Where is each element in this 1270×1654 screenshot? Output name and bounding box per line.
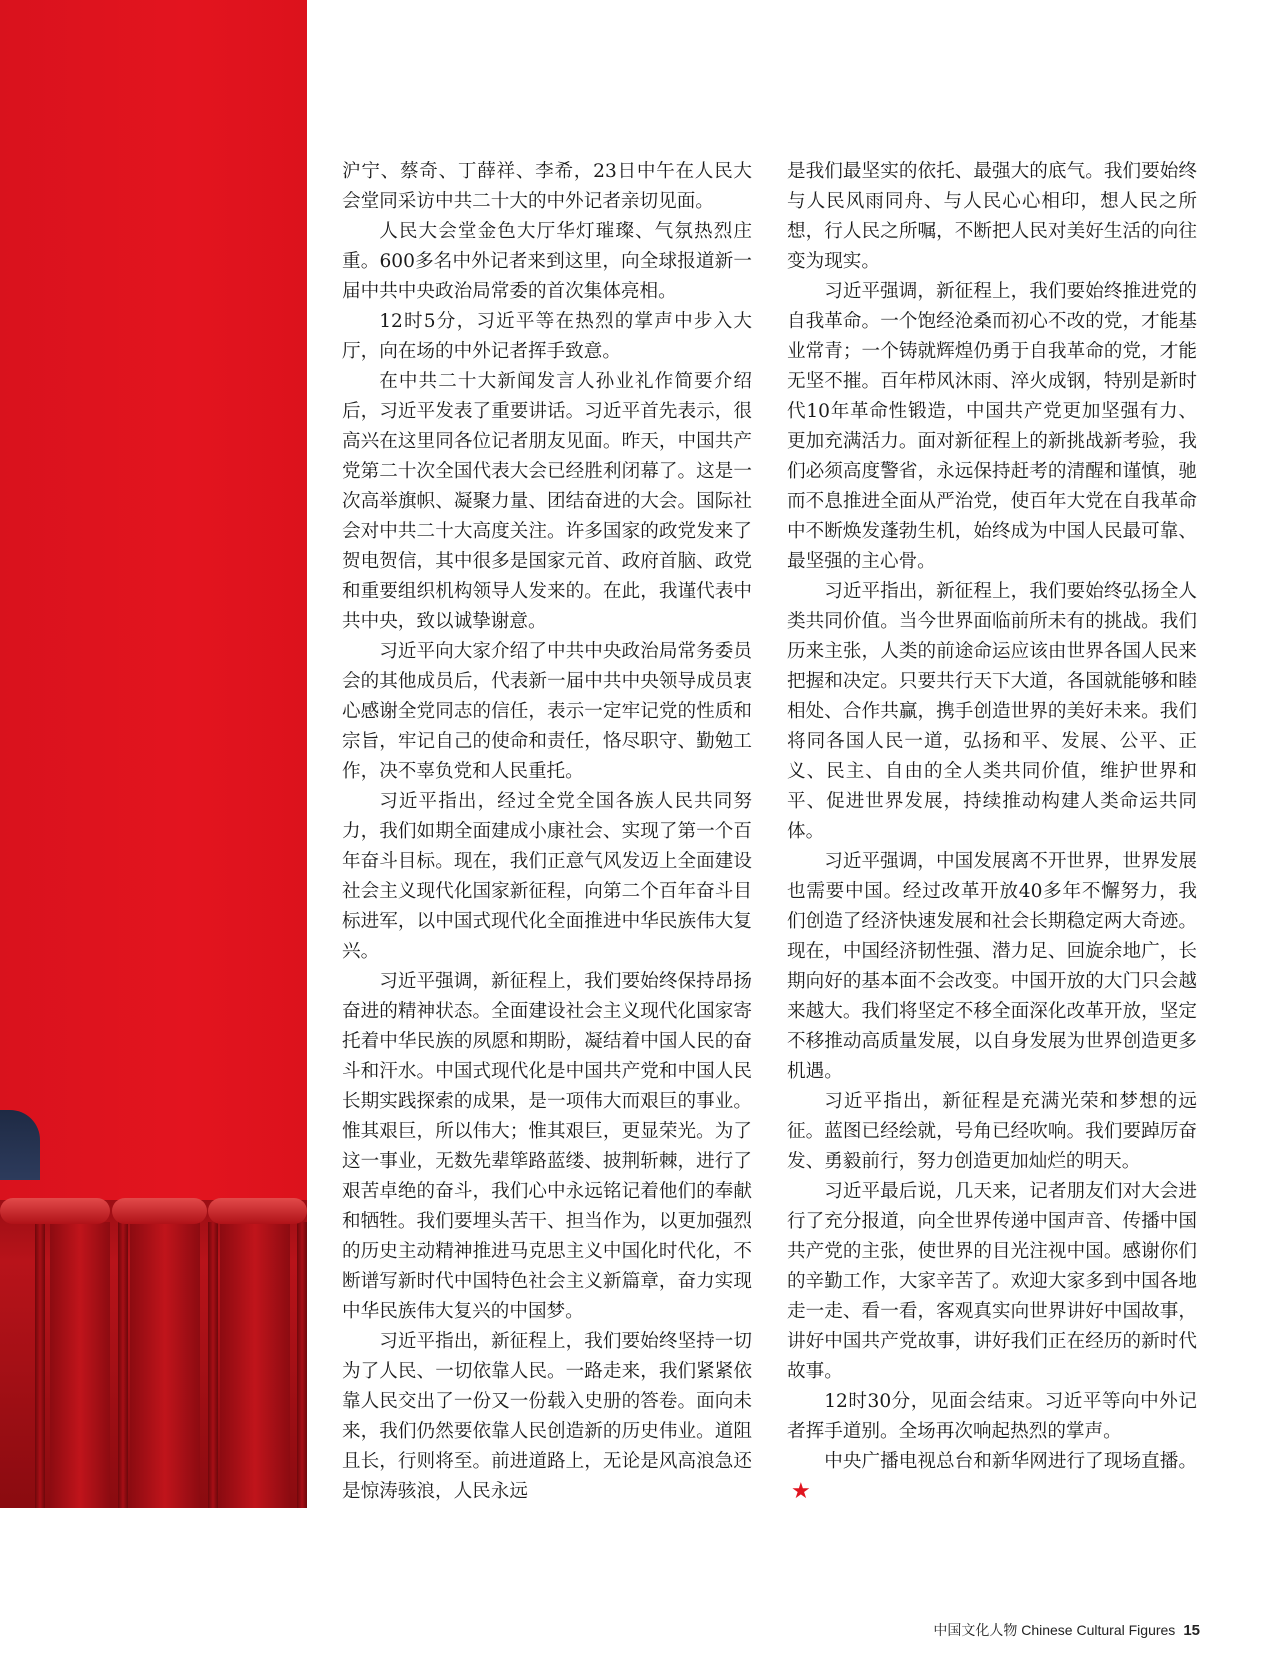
paragraph: 习近平向大家介绍了中共中央政治局常务委员会的其他成员后，代表新一届中共中央领导成员衷心感谢全党同志的信任，表示一定牢记党的性质和宗旨，牢记自己的使命和责任，恪尽职守、勤勉工作，决不辜负党和人民重托。 <box>342 641 752 782</box>
paragraph: 在中共二十大新闻发言人孙业礼作简要介绍后，习近平发表了重要讲话。习近平首先表示，很高兴在这里同各位记者朋友见面。昨天，中国共产党第二十次全国代表大会已经胜利闭幕了。这是一次高举旗帜、凝聚力量、团结奋进的大会。国际社会对中共二十大高度关注。许多国家的政党发来了贺电贺信，其中很多是国家元首、政府首脑、政党和重要组织机构领导人发来的。在此，我谨代表中共中央，致以诚挚谢意。 <box>342 371 752 632</box>
paragraph: 沪宁、蔡奇、丁薛祥、李希，23日中午在人民大会堂同采访中共二十大的中外记者亲切见面。 <box>342 161 752 212</box>
left-text-column <box>342 157 752 1507</box>
paragraph: 是我们最坚实的依托、最强大的底气。我们要始终与人民风雨同舟、与人民心心相印，想人民之所想，行人民之所嘱，不断把人民对美好生活的向往变为现实。 <box>787 161 1197 272</box>
paragraph: 12时30分，见面会结束。习近平等向中外记者挥手道别。全场再次响起热烈的掌声。 <box>787 1391 1197 1442</box>
paragraph: 习近平指出，新征程是充满光荣和梦想的远征。蓝图已经绘就，号角已经吹响。我们要踔厉奋发、勇毅前行，努力创造更加灿烂的明天。 <box>787 1091 1197 1172</box>
paragraph: 12时5分，习近平等在热烈的掌声中步入大厅，向在场的中外记者挥手致意。 <box>342 311 752 362</box>
railing-post <box>208 1222 218 1508</box>
railing-post <box>297 1222 307 1508</box>
paragraph: 习近平最后说，几天来，记者朋友们对大会进行了充分报道，向全世界传递中国声音、传播中国共产党的主张，使世界的目光注视中国。感谢你们的辛勤工作，大家辛苦了。欢迎大家多到中国各地走一走、看一看，客观真实向世界讲好中国故事，讲好中国共产党故事，讲好我们正在经历的新时代故事。 <box>787 1181 1197 1382</box>
railing-post <box>118 1222 128 1508</box>
end-star-icon: ★ <box>791 1479 811 1504</box>
paragraph: 习近平强调，新征程上，我们要始终推进党的自我革命。一个饱经沧桑而初心不改的党，才能基业常青；一个铸就辉煌仍勇于自我革命的党，才能无坚不摧。百年栉风沐雨、淬火成钢，特别是新时代10年革命性锻造，中国共产党更加坚强有力、更加充满活力。面对新征程上的新挑战新考验，我们必须高度警省，永远保持赶考的清醒和谨慎，驰而不息推进全面从严治党，使百年大党在自我革命中不断焕发蓬勃生机，始终成为中国人民最可靠、最坚强的主心骨。 <box>787 281 1197 572</box>
railing-panel <box>220 1222 290 1508</box>
railing-cap <box>0 1198 110 1224</box>
railing-post <box>35 1222 45 1508</box>
paragraph: 习近平指出，新征程上，我们要始终弘扬全人类共同价值。当今世界面临前所未有的挑战。我们历来主张，人类的前途命运应该由世界各国人民来把握和决定。只要共行天下大道，各国就能够和睦相处、合作共赢，携手创造世界的美好未来。我们将同各国人民一道，弘扬和平、发展、公平、正义、民主、自由的全人类共同价值，维护世界和平、促进世界发展，持续推动构建人类命运共同体。 <box>787 581 1197 842</box>
railing-panel <box>130 1222 200 1508</box>
page-footer <box>933 1620 1200 1640</box>
paragraph: 人民大会堂金色大厅华灯璀璨、气氛热烈庄重。600多名中外记者来到这里，向全球报道新一届中共中央政治局常委的首次集体亮相。 <box>342 221 752 302</box>
railing-cap <box>112 1198 207 1224</box>
paragraph: 习近平指出，新征程上，我们要始终坚持一切为了人民、一切依靠人民。一路走来，我们紧紧依靠人民交出了一份又一份载入史册的答卷。面向未来，我们仍然要依靠人民创造新的历史伟业。道阻且长，行则将至。前进道路上，无论是风高浪急还是惊涛骇浪，人民永远 <box>342 1331 752 1502</box>
paragraph: 习近平强调，新征程上，我们要始终保持昂扬奋进的精神状态。全面建设社会主义现代化国家寄托着中华民族的夙愿和期盼，凝结着中国人民的奋斗和汗水。中国式现代化是中国共产党和中国人民长期实践探索的成果，是一项伟大而艰巨的事业。惟其艰巨，所以伟大；惟其艰巨，更显荣光。为了这一事业，无数先辈筚路蓝缕、披荆斩棘，进行了艰苦卓绝的奋斗，我们心中永远铭记着他们的奉献和牺牲。我们要埋头苦干、担当作为，以更加强烈的历史主动精神推进马克思主义中国化时代化，不断谱写新时代中国特色社会主义新篇章，奋力实现中华民族伟大复兴的中国梦。 <box>342 971 752 1322</box>
last-paragraph <box>787 1447 1197 1508</box>
page-number: 15 <box>1183 1622 1200 1639</box>
paragraph: 习近平强调，中国发展离不开世界，世界发展也需要中国。经过改革开放40多年不懈努力，我们创造了经济快速发展和社会长期稳定两大奇迹。现在，中国经济韧性强、潜力足、回旋余地广，长期向好的基本面不会改变。中国开放的大门只会越来越大。我们将坚定不移全面深化改革开放，坚定不移推动高质量发展，以自身发展为世界创造更多机遇。 <box>787 851 1197 1082</box>
railing-panel <box>50 1222 110 1508</box>
paragraph-text: 中央广播电视总台和新华网进行了现场直播。 <box>824 1451 1197 1472</box>
paragraph: 习近平指出，经过全党全国各族人民共同努力，我们如期全面建成小康社会、实现了第一个百年奋斗目标。现在，我们正意气风发迈上全面建设社会主义现代化国家新征程，向第二个百年奋斗目标进军，以中国式现代化全面推进中华民族伟大复兴。 <box>342 791 752 962</box>
right-text-column <box>787 157 1197 1508</box>
magazine-name: 中国文化人物 Chinese Cultural Figures <box>933 1622 1176 1638</box>
red-background-photo <box>0 0 307 1508</box>
seat-back <box>0 1110 40 1180</box>
railing-cap <box>208 1198 307 1224</box>
